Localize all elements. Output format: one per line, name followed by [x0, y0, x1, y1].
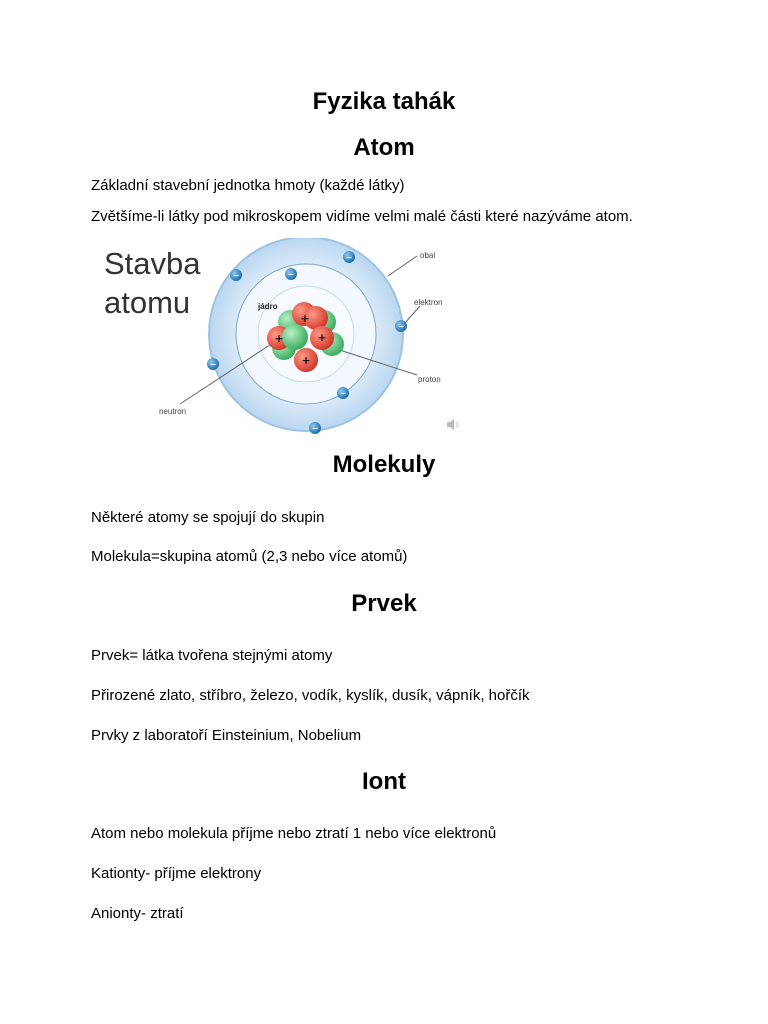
svg-text:−: −: [287, 270, 295, 279]
svg-text:−: −: [209, 360, 217, 369]
proton-symbol: +: [301, 354, 311, 367]
figure-title-line-2: atomu: [104, 285, 191, 320]
label-neutron: neutron: [159, 407, 187, 416]
document-title: Fyzika tahák: [312, 88, 456, 115]
prvek-paragraph-2: Přirozené zlato, stříbro, železo, vodík, kyslík, dusík, vápník, hořčík: [91, 687, 530, 704]
electron: [285, 268, 297, 280]
iont-paragraph-3: Anionty- ztratí: [91, 905, 184, 922]
label-obal: obal: [420, 251, 436, 260]
neutron-particle: [282, 324, 308, 350]
iont-paragraph-1: Atom nebo molekula příjme nebo ztratí 1 nebo více elektronů: [91, 825, 497, 842]
electron: [309, 422, 321, 434]
heading-molekuly: Molekuly: [332, 451, 436, 478]
proton-symbol: +: [300, 312, 310, 325]
atom-paragraph-1: Základní stavební jednotka hmoty (každé látky): [91, 177, 405, 194]
electron: [337, 387, 349, 399]
electron: [230, 269, 242, 281]
label-jadro: jádro: [258, 302, 278, 311]
proton-symbol: +: [317, 331, 327, 344]
prvek-paragraph-1: Prvek= látka tvořena stejnými atomy: [91, 647, 333, 664]
electron: [343, 251, 355, 263]
label-proton: proton: [418, 375, 441, 384]
atom-structure-figure: [92, 238, 464, 438]
electron: [207, 358, 219, 370]
molekuly-paragraph-2: Molekula=skupina atomů (2,3 nebo více atomů): [91, 548, 408, 565]
svg-text:−: −: [345, 253, 353, 262]
prvek-paragraph-3: Prvky z laboratoří Einsteinium, Nobelium: [91, 727, 362, 744]
label-elektron: elektron: [414, 298, 443, 307]
heading-prvek: Prvek: [351, 590, 417, 617]
svg-text:−: −: [339, 389, 347, 398]
svg-text:−: −: [232, 271, 240, 280]
figure-title-line-1: Stavba: [104, 246, 201, 281]
electron: [395, 320, 407, 332]
svg-text:−: −: [397, 322, 405, 331]
heading-iont: Iont: [362, 768, 406, 795]
proton-symbol: +: [274, 332, 284, 345]
svg-text:−: −: [311, 424, 319, 433]
heading-atom: Atom: [353, 134, 415, 161]
molekuly-paragraph-1: Některé atomy se spojují do skupin: [91, 509, 325, 526]
iont-paragraph-2: Kationty- příjme elektrony: [91, 865, 262, 882]
atom-paragraph-2: Zvětšíme-li látky pod mikroskopem vidíme velmi malé části které nazýváme atom.: [91, 208, 633, 225]
